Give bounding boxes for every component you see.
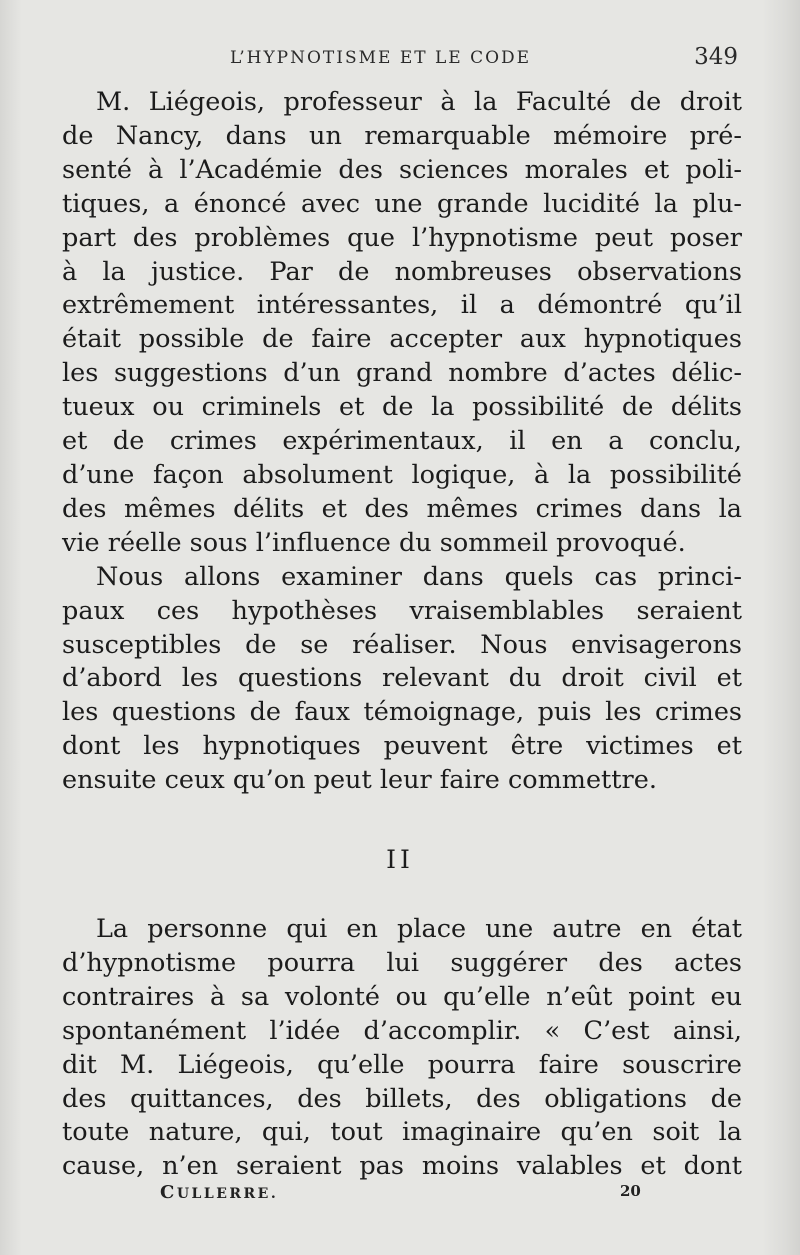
running-title: L’HYPNOTISME ET LE CODE (230, 48, 532, 68)
text-line: contraires à sa volonté ou qu’elle n’eût point eu (62, 981, 742, 1012)
page-number: 349 (694, 44, 738, 70)
text-line: La personne qui en place une autre en état (96, 914, 742, 944)
printer-signature (160, 1182, 278, 1203)
text-line: et de crimes expérimentaux, il en a conclu, (62, 426, 742, 457)
text-line: tiques, a énoncé avec une grande lucidité la plu- (62, 188, 742, 219)
text-line: était possible de faire accepter aux hypnotiques (62, 324, 742, 355)
text-line: les questions de faux témoignage, puis les crimes (62, 697, 742, 728)
sheet-number: 20 (620, 1182, 641, 1200)
page-left-edge (0, 0, 22, 1255)
paragraph-3 (62, 913, 742, 1184)
text-line: senté à l’Académie des sciences morales et poli- (62, 154, 742, 185)
text-line: d’abord les questions relevant du droit civil et (62, 663, 742, 694)
signature-rest: ULLERRE. (176, 1186, 279, 1202)
text-line: part des problèmes que l’hypnotisme peut poser (62, 222, 742, 253)
text-line: de Nancy, dans un remarquable mémoire pré- (62, 120, 742, 151)
text-line: ensuite ceux qu’on peut leur faire commettre. (62, 765, 657, 796)
main-text (62, 86, 742, 798)
text-line: tueux ou criminels et de la possibilité de délits (62, 392, 742, 423)
text-line: cause, n’en seraient pas moins valables et dont (62, 1151, 742, 1182)
page-header (60, 44, 740, 76)
text-line: à la justice. Par de nombreuses observations (62, 256, 742, 287)
text-line: extrêmement intéressantes, il a démontré qu’il (62, 290, 742, 321)
text-line: spontanément l’idée d’accomplir. « C’est ainsi, (62, 1015, 742, 1046)
text-line: les suggestions d’un grand nombre d’actes délic- (62, 358, 742, 389)
text-line: Nous allons examiner dans quels cas princi- (96, 561, 742, 592)
text-line: des quittances, des billets, des obligations de (62, 1083, 742, 1114)
section-heading: II (386, 845, 414, 874)
text-line: susceptibles de se réaliser. Nous envisagerons (62, 629, 742, 660)
signature-initial: C (160, 1182, 177, 1203)
text-line: paux ces hypothèses vraisemblables seraient (62, 595, 742, 626)
text-line: toute nature, qui, tout imaginaire qu’en soit la (62, 1117, 742, 1148)
text-line: des mêmes délits et des mêmes crimes dans la (62, 493, 742, 524)
text-line: M. Liégeois, professeur à la Faculté de droit (96, 87, 742, 117)
text-line: d’hypnotisme pourra lui suggérer des actes (62, 947, 742, 978)
text-line: vie réelle sous l’influence du sommeil provoqué. (62, 527, 686, 558)
page-footer (0, 1182, 800, 1206)
text-line: dont les hypnotiques peuvent être victimes et (62, 731, 742, 762)
paragraph-2 (62, 561, 742, 798)
text-line: dit M. Liégeois, qu’elle pourra faire souscrire (62, 1049, 742, 1080)
paragraph-1 (62, 86, 742, 561)
page-right-edge (762, 0, 800, 1255)
text-line: d’une façon absolument logique, à la possibilité (62, 459, 742, 490)
